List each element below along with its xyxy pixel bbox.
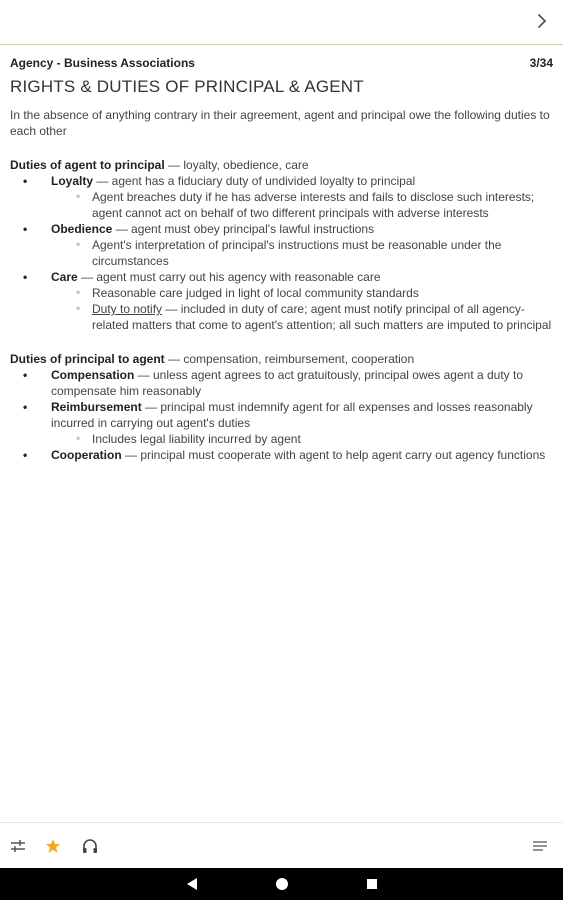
sub-list — [51, 237, 553, 269]
item-term: Loyalty — [51, 174, 94, 188]
section-agent-duties — [10, 157, 553, 333]
section-heading-term: Duties of principal to agent — [10, 352, 165, 366]
item-term: Reimbursement — [51, 400, 142, 414]
recents-square-icon[interactable] — [365, 877, 379, 891]
headphones-icon[interactable] — [81, 837, 99, 855]
item-text: — agent must carry out his agency with reasonable care — [77, 270, 381, 284]
item-text: — agent has a fiduciary duty of undivided loyalty to principal — [93, 174, 416, 188]
item-text: — agent must obey principal's lawful instructions — [112, 222, 375, 236]
section-principal-duties — [10, 351, 553, 463]
section-heading — [10, 351, 553, 367]
item-term: Obedience — [51, 222, 113, 236]
item-text: — unless agent agrees to act gratuitously, principal owes agent a duty to compensate him reasonably — [51, 368, 524, 398]
sliders-icon[interactable] — [9, 837, 27, 855]
page-counter: 3/34 — [529, 56, 553, 70]
chevron-right-icon[interactable] — [533, 12, 551, 30]
intro-text: In the absence of anything contrary in their agreement, agent and principal owe the following duties to each other — [10, 108, 550, 138]
android-nav-bar — [0, 868, 563, 900]
item-term: Compensation — [51, 368, 135, 382]
bottom-toolbar — [0, 822, 563, 869]
item-text: — principal must indemnify agent for all expenses and losses reasonably incurred in carrying out agent's duties — [51, 400, 533, 430]
flashcard-content — [10, 56, 553, 463]
list-item — [51, 367, 553, 399]
list-item — [51, 221, 553, 269]
sub-list — [51, 431, 553, 447]
list-item — [51, 447, 553, 463]
sub-list-item: ◦ Agent breaches duty if he has adverse interests and fails to disclose such interests; agent cannot act on behalf of two different principals with adverse interests — [92, 189, 553, 221]
section-heading-rest: — loyalty, obedience, care — [164, 158, 309, 172]
list-item — [51, 269, 553, 333]
sub-item-text: — included in duty of care; agent must notify principal of all agency-related matters that come to agent's attention; all such matters are imputed to principal — [92, 302, 552, 332]
duty-to-notify-link[interactable]: Duty to notify — [92, 302, 163, 316]
duty-list — [10, 367, 553, 463]
item-term: Cooperation — [51, 448, 122, 462]
home-circle-icon[interactable] — [275, 877, 289, 891]
item-text: — principal must cooperate with agent to help agent carry out agency functions — [121, 448, 546, 462]
duty-list — [10, 173, 553, 333]
list-item — [51, 399, 553, 447]
section-heading-term: Duties of agent to principal — [10, 158, 165, 172]
top-bar — [0, 0, 563, 45]
page-title: RIGHTS & DUTIES OF PRINCIPAL & AGENT — [10, 77, 364, 96]
menu-lines-icon[interactable] — [531, 837, 549, 855]
sub-list-item: ◦ Includes legal liability incurred by agent — [92, 431, 553, 447]
item-term: Care — [51, 270, 78, 284]
sub-list-item: ◦ Reasonable care judged in light of local community standards — [92, 285, 553, 301]
breadcrumb: Agency - Business Associations — [10, 56, 195, 70]
sub-list — [51, 285, 553, 333]
section-heading — [10, 157, 553, 173]
card-header — [10, 56, 553, 70]
sub-list-item — [92, 301, 553, 333]
back-triangle-icon[interactable] — [185, 877, 199, 891]
sub-list-item: ◦ Agent's interpretation of principal's instructions must be reasonable under the circumstances — [92, 237, 553, 269]
list-item — [51, 173, 553, 221]
sub-list — [51, 189, 553, 221]
star-icon[interactable] — [44, 837, 62, 855]
section-heading-rest: — compensation, reimbursement, cooperation — [164, 352, 415, 366]
